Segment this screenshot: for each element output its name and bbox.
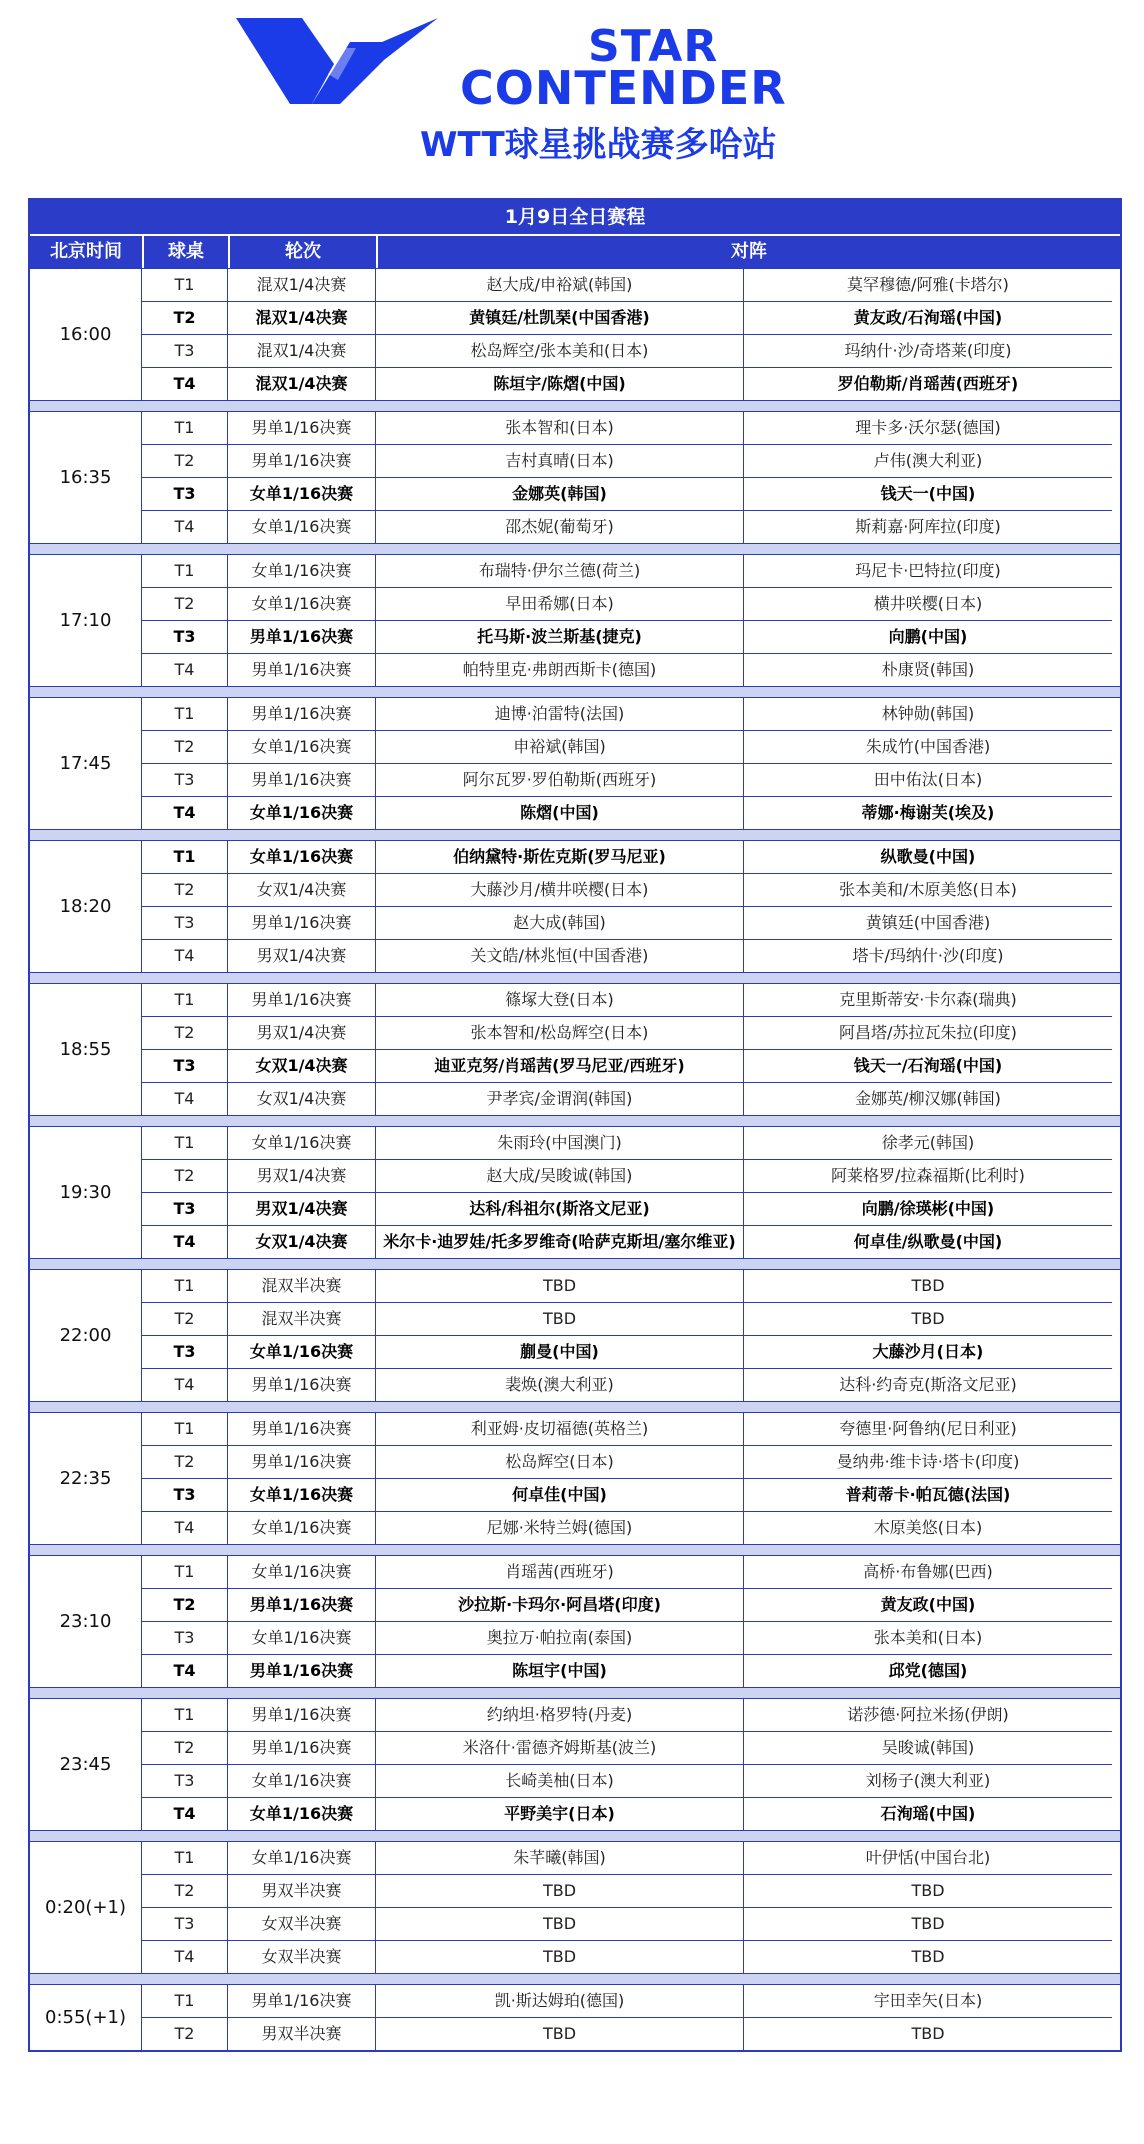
- player-a-cell: 吉村真晴(日本): [376, 445, 744, 478]
- player-a-cell: 赵大成(韩国): [376, 907, 744, 940]
- round-cell: 男单1/16决赛: [228, 984, 376, 1017]
- time-block: [30, 1555, 1120, 1687]
- round-cell: 男单1/16决赛: [228, 621, 376, 654]
- block-separator: [30, 1973, 1120, 1984]
- table-cell: T2: [142, 2018, 228, 2050]
- block-separator: [30, 1401, 1120, 1412]
- player-b-cell: 田中佑汰(日本): [744, 764, 1112, 797]
- player-b-cell: 木原美悠(日本): [873, 1518, 983, 1537]
- player-b-cell: TBD: [744, 1303, 1112, 1336]
- round-cell: 男单1/16决赛: [228, 654, 376, 686]
- round-cell: 男双1/4决赛: [228, 1017, 376, 1050]
- table-cell: T1: [142, 1413, 228, 1446]
- table-cell: T2: [142, 1875, 228, 1908]
- player-a-cell: TBD: [376, 1941, 744, 1973]
- round-cell: 混双1/4决赛: [228, 335, 376, 368]
- player-b-cell: 吴晙诚(韩国): [744, 1732, 1112, 1765]
- player-a-cell: 尹孝宾/金谓润(韩国): [376, 1083, 744, 1115]
- table-cell: T1: [142, 1699, 228, 1732]
- player-a-cell: 何卓佳(中国): [376, 1479, 744, 1512]
- player-b-cell: 高桥·布鲁娜(巴西): [744, 1556, 1112, 1589]
- round-cell: 男单1/16决赛: [228, 1699, 376, 1732]
- player-b-cell: 斯莉嘉·阿库拉(印度): [855, 517, 1001, 536]
- brand-title-line1: STAR: [588, 21, 719, 72]
- player-a-cell: 金娜英(韩国): [376, 478, 744, 511]
- player-b-cell: TBD: [744, 1908, 1112, 1941]
- player-a-cell: 早田希娜(日本): [376, 588, 744, 621]
- round-cell: 混双1/4决赛: [228, 302, 376, 335]
- round-cell: 女单1/16决赛: [228, 841, 376, 874]
- time-cell: 18:20: [30, 841, 142, 972]
- player-a-cell: 迪亚克努/肖瑶茜(罗马尼亚/西班牙): [376, 1050, 744, 1083]
- round-cell: 男单1/16决赛: [228, 445, 376, 478]
- player-b-cell: 横井咲樱(日本): [744, 588, 1112, 621]
- player-b-cell: 林钟勋(韩国): [744, 698, 1112, 731]
- round-cell: 女单1/16决赛: [228, 1336, 376, 1369]
- time-block: [30, 697, 1120, 829]
- player-b-cell: 何卓佳/纵歌曼(中国): [853, 1232, 1003, 1251]
- schedule-body: [30, 268, 1120, 2050]
- player-b-cell: 曼纳弗·维卡诗·塔卡(印度): [744, 1446, 1112, 1479]
- player-b-cell: 钱天一/石洵瑶(中国): [744, 1050, 1112, 1083]
- table-cell: T4: [142, 368, 228, 400]
- player-b-cell: 金娜英/柳汉娜(韩国): [855, 1089, 1001, 1108]
- time-cell: 0:55(+1): [30, 1985, 142, 2050]
- table-cell: T3: [142, 621, 228, 654]
- player-a-cell: 赵大成/吴晙诚(韩国): [376, 1160, 744, 1193]
- day-title: 1月9日全日赛程: [30, 200, 1120, 234]
- col-header-time: 北京时间: [50, 241, 122, 262]
- table-cell: T4: [142, 654, 228, 686]
- table-cell: T4: [142, 797, 228, 829]
- table-cell: T2: [142, 731, 228, 764]
- block-separator: [30, 543, 1120, 554]
- player-b-cell: 卢伟(澳大利亚): [744, 445, 1112, 478]
- table-cell: T4: [142, 1083, 228, 1115]
- round-cell: 男双1/4决赛: [228, 1160, 376, 1193]
- table-cell: T2: [142, 1160, 228, 1193]
- player-a-cell: TBD: [376, 1270, 744, 1303]
- round-cell: 女单1/16决赛: [228, 588, 376, 621]
- col-header-table: 球桌: [142, 236, 228, 268]
- round-cell: 混双半决赛: [228, 1270, 376, 1303]
- round-cell: 男单1/16决赛: [228, 1446, 376, 1479]
- player-a-cell: 关文皓/林兆恒(中国香港): [376, 940, 744, 972]
- time-block: [30, 554, 1120, 686]
- block-separator: [30, 1830, 1120, 1841]
- round-cell: 混双半决赛: [228, 1303, 376, 1336]
- brand-title-line2: CONTENDER: [460, 61, 787, 115]
- block-separator: [30, 1258, 1120, 1269]
- player-a-cell: 张本智和/松岛辉空(日本): [376, 1017, 744, 1050]
- round-cell: 女单1/16决赛: [228, 797, 376, 829]
- player-b-cell: 莫罕穆德/阿雅(卡塔尔): [744, 269, 1112, 302]
- time-block: [30, 840, 1120, 972]
- table-cell: T2: [142, 874, 228, 907]
- player-a-cell: 邵杰妮(葡萄牙): [376, 511, 744, 543]
- player-a-cell: 尼娜·米特兰姆(德国): [376, 1512, 744, 1544]
- table-cell: T3: [142, 1622, 228, 1655]
- player-a-cell: 肖瑶茜(西班牙): [376, 1556, 744, 1589]
- table-cell: T1: [142, 1556, 228, 1589]
- player-b-cell: 向鹏/徐瑛彬(中国): [744, 1193, 1112, 1226]
- player-b-cell: 夸德里·阿鲁纳(尼日利亚): [744, 1413, 1112, 1446]
- round-cell: 女单1/16决赛: [228, 1765, 376, 1798]
- player-a-cell: 利亚姆·皮切福德(英格兰): [376, 1413, 744, 1446]
- table-cell: T3: [142, 335, 228, 368]
- round-cell: 男单1/16决赛: [228, 764, 376, 797]
- player-a-cell: TBD: [376, 1875, 744, 1908]
- player-a-cell: 达科/科祖尔(斯洛文尼亚): [376, 1193, 744, 1226]
- player-b-cell: TBD: [744, 1875, 1112, 1908]
- table-cell: T3: [142, 764, 228, 797]
- player-b-cell: 塔卡/玛纳什·沙(印度): [852, 946, 1004, 965]
- block-separator: [30, 1687, 1120, 1698]
- player-b-cell: 普莉蒂卡·帕瓦德(法国): [744, 1479, 1112, 1512]
- player-a-cell: 朱芊曦(韩国): [376, 1842, 744, 1875]
- player-a-cell: 蒯曼(中国): [376, 1336, 744, 1369]
- round-cell: 男单1/16决赛: [228, 1589, 376, 1622]
- table-cell: T3: [142, 1479, 228, 1512]
- player-b-cell: 张本美和(日本): [744, 1622, 1112, 1655]
- time-cell: 22:35: [30, 1413, 142, 1544]
- player-b-cell: 向鹏(中国): [744, 621, 1112, 654]
- player-b-cell: 朴康贤(韩国): [881, 660, 975, 679]
- time-cell: 16:35: [30, 412, 142, 543]
- player-b-cell: TBD: [744, 1270, 1112, 1303]
- player-b-cell: 宇田幸矢(日本): [744, 1985, 1112, 2018]
- round-cell: 女双半决赛: [228, 1941, 376, 1973]
- time-cell: 17:10: [30, 555, 142, 686]
- player-a-cell: 托马斯·波兰斯基(捷克): [376, 621, 744, 654]
- table-cell: T1: [142, 984, 228, 1017]
- round-cell: 女双1/4决赛: [228, 1083, 376, 1115]
- table-cell: T4: [142, 1941, 228, 1973]
- round-cell: 男单1/16决赛: [228, 1985, 376, 2018]
- wtt-logo-icon: [232, 12, 442, 112]
- round-cell: 男单1/16决赛: [228, 698, 376, 731]
- time-cell: 17:45: [30, 698, 142, 829]
- player-b-cell: 阿莱格罗/拉森福斯(比利时): [744, 1160, 1112, 1193]
- player-a-cell: 篠塚大登(日本): [376, 984, 744, 1017]
- player-a-cell: 陈垣宇(中国): [376, 1655, 744, 1687]
- table-cell: T3: [142, 1050, 228, 1083]
- player-a-cell: 伯纳黛特·斯佐克斯(罗马尼亚): [376, 841, 744, 874]
- player-b-cell: TBD: [911, 1947, 945, 1966]
- table-cell: T1: [142, 412, 228, 445]
- round-cell: 男单1/16决赛: [228, 907, 376, 940]
- block-separator: [30, 972, 1120, 983]
- player-b-cell: 黄镇廷(中国香港): [744, 907, 1112, 940]
- round-cell: 女单1/16决赛: [228, 1127, 376, 1160]
- player-a-cell: 陈垣宇/陈熠(中国): [376, 368, 744, 400]
- round-cell: 女单1/16决赛: [228, 1512, 376, 1544]
- player-b-cell: 叶伊恬(中国台北): [744, 1842, 1112, 1875]
- round-cell: 女单1/16决赛: [228, 1842, 376, 1875]
- player-a-cell: 松岛辉空(日本): [376, 1446, 744, 1479]
- event-subtitle: WTT球星挑战赛多哈站: [420, 125, 777, 165]
- player-b-cell: 阿昌塔/苏拉瓦朱拉(印度): [744, 1017, 1112, 1050]
- table-cell: T2: [142, 588, 228, 621]
- round-cell: 男单1/16决赛: [228, 1369, 376, 1401]
- table-cell: T4: [142, 1226, 228, 1258]
- player-b-cell: TBD: [911, 2024, 945, 2043]
- time-block: [30, 1126, 1120, 1258]
- table-cell: T1: [142, 269, 228, 302]
- table-cell: T4: [142, 1655, 228, 1687]
- player-b-cell: 诺莎德·阿拉米扬(伊朗): [744, 1699, 1112, 1732]
- player-a-cell: 申裕斌(韩国): [376, 731, 744, 764]
- schedule-table: [28, 198, 1122, 2052]
- player-b-cell: 达科·约奇克(斯洛文尼亚): [839, 1375, 1017, 1394]
- table-cell: T3: [142, 1908, 228, 1941]
- round-cell: 女单1/16决赛: [228, 731, 376, 764]
- time-cell: 19:30: [30, 1127, 142, 1258]
- block-separator: [30, 686, 1120, 697]
- player-a-cell: 米洛什·雷德齐姆斯基(波兰): [376, 1732, 744, 1765]
- round-cell: 混双1/4决赛: [228, 269, 376, 302]
- player-b-cell: 朱成竹(中国香港): [744, 731, 1112, 764]
- table-cell: T2: [142, 302, 228, 335]
- time-block: [30, 983, 1120, 1115]
- round-cell: 女单1/16决赛: [228, 1622, 376, 1655]
- col-header-matchup: 对阵: [376, 236, 1120, 268]
- round-cell: 男单1/16决赛: [228, 1732, 376, 1765]
- table-cell: T4: [142, 940, 228, 972]
- player-a-cell: 黄镇廷/杜凯琹(中国香港): [376, 302, 744, 335]
- player-a-cell: 陈熠(中国): [376, 797, 744, 829]
- table-cell: T3: [142, 1765, 228, 1798]
- player-a-cell: 沙拉斯·卡玛尔·阿昌塔(印度): [376, 1589, 744, 1622]
- player-b-cell: 黄友政/石洵瑶(中国): [744, 302, 1112, 335]
- player-b-cell: 黄友政(中国): [744, 1589, 1112, 1622]
- table-cell: T3: [142, 1193, 228, 1226]
- table-cell: T4: [142, 1798, 228, 1830]
- time-block: [30, 1698, 1120, 1830]
- table-cell: T1: [142, 698, 228, 731]
- round-cell: 男单1/16决赛: [228, 1413, 376, 1446]
- player-b-cell: 罗伯勒斯/肖瑶茜(西班牙): [837, 374, 1019, 393]
- player-b-cell: 克里斯蒂安·卡尔森(瑞典): [744, 984, 1112, 1017]
- player-a-cell: TBD: [376, 1303, 744, 1336]
- round-cell: 女单1/16决赛: [228, 1556, 376, 1589]
- player-a-cell: 凯·斯达姆珀(德国): [376, 1985, 744, 2018]
- time-cell: 23:45: [30, 1699, 142, 1830]
- round-cell: 男双半决赛: [228, 1875, 376, 1908]
- table-cell: T1: [142, 1985, 228, 2018]
- round-cell: 女单1/16决赛: [228, 1798, 376, 1830]
- table-cell: T3: [142, 1336, 228, 1369]
- time-block: [30, 411, 1120, 543]
- block-separator: [30, 1115, 1120, 1126]
- player-b-cell: 钱天一(中国): [744, 478, 1112, 511]
- round-cell: 男双半决赛: [228, 2018, 376, 2050]
- player-a-cell: 约纳坦·格罗特(丹麦): [376, 1699, 744, 1732]
- round-cell: 男双1/4决赛: [228, 940, 376, 972]
- player-b-cell: 大藤沙月(日本): [744, 1336, 1112, 1369]
- round-cell: 女双1/4决赛: [228, 1050, 376, 1083]
- player-a-cell: 平野美宇(日本): [376, 1798, 744, 1830]
- table-cell: T3: [142, 907, 228, 940]
- player-a-cell: 赵大成/申裕斌(韩国): [376, 269, 744, 302]
- table-cell: T1: [142, 1842, 228, 1875]
- round-cell: 男单1/16决赛: [228, 1655, 376, 1687]
- player-a-cell: 奥拉万·帕拉南(泰国): [376, 1622, 744, 1655]
- round-cell: 女单1/16决赛: [228, 478, 376, 511]
- time-cell: 22:00: [30, 1270, 142, 1401]
- col-header-round: 轮次: [228, 236, 376, 268]
- player-a-cell: TBD: [376, 2018, 744, 2050]
- player-b-cell: 徐孝元(韩国): [744, 1127, 1112, 1160]
- player-a-cell: 布瑞特·伊尔兰德(荷兰): [376, 555, 744, 588]
- table-cell: T2: [142, 1446, 228, 1479]
- player-a-cell: 米尔卡·迪罗娃/托多罗维奇(哈萨克斯坦/塞尔维亚): [376, 1226, 744, 1258]
- header: [0, 0, 1144, 196]
- player-b-cell: 理卡多·沃尔瑟(德国): [744, 412, 1112, 445]
- time-block: [30, 1269, 1120, 1401]
- table-cell: T1: [142, 1270, 228, 1303]
- table-cell: T1: [142, 841, 228, 874]
- round-cell: 女双1/4决赛: [228, 874, 376, 907]
- player-b-cell: 玛纳什·沙/奇塔莱(印度): [744, 335, 1112, 368]
- table-cell: T3: [142, 478, 228, 511]
- table-cell: T4: [142, 1512, 228, 1544]
- time-block: [30, 1984, 1120, 2050]
- table-cell: T2: [142, 1732, 228, 1765]
- time-cell: 18:55: [30, 984, 142, 1115]
- round-cell: 混双1/4决赛: [228, 368, 376, 400]
- round-cell: 男单1/16决赛: [228, 412, 376, 445]
- time-block: [30, 1841, 1120, 1973]
- player-a-cell: TBD: [376, 1908, 744, 1941]
- player-a-cell: 朱雨玲(中国澳门): [376, 1127, 744, 1160]
- round-cell: 女单1/16决赛: [228, 555, 376, 588]
- header-row: [30, 234, 1120, 268]
- player-a-cell: 裴焕(澳大利亚): [376, 1369, 744, 1401]
- player-b-cell: 玛尼卡·巴特拉(印度): [744, 555, 1112, 588]
- table-cell: T2: [142, 1017, 228, 1050]
- player-a-cell: 大藤沙月/横井咲樱(日本): [376, 874, 744, 907]
- round-cell: 女单1/16决赛: [228, 511, 376, 543]
- table-cell: T2: [142, 1303, 228, 1336]
- block-separator: [30, 829, 1120, 840]
- table-cell: T4: [142, 1369, 228, 1401]
- player-b-cell: 刘杨子(澳大利亚): [744, 1765, 1112, 1798]
- time-cell: 23:10: [30, 1556, 142, 1687]
- table-cell: T2: [142, 1589, 228, 1622]
- player-b-cell: 纵歌曼(中国): [744, 841, 1112, 874]
- table-cell: T1: [142, 1127, 228, 1160]
- table-cell: T2: [142, 445, 228, 478]
- round-cell: 女双半决赛: [228, 1908, 376, 1941]
- player-b-cell: 石洵瑶(中国): [880, 1804, 976, 1823]
- player-b-cell: 邱党(德国): [888, 1661, 968, 1680]
- player-b-cell: 蒂娜·梅谢芙(埃及): [861, 803, 995, 822]
- player-a-cell: 张本智和(日本): [376, 412, 744, 445]
- time-block: [30, 268, 1120, 400]
- player-a-cell: 长崎美柚(日本): [376, 1765, 744, 1798]
- table-cell: T4: [142, 511, 228, 543]
- player-a-cell: 帕特里克·弗朗西斯卡(德国): [376, 654, 744, 686]
- round-cell: 男双1/4决赛: [228, 1193, 376, 1226]
- table-cell: T1: [142, 555, 228, 588]
- player-a-cell: 松岛辉空/张本美和(日本): [376, 335, 744, 368]
- block-separator: [30, 400, 1120, 411]
- block-separator: [30, 1544, 1120, 1555]
- player-a-cell: 迪博·泊雷特(法国): [376, 698, 744, 731]
- round-cell: 女单1/16决赛: [228, 1479, 376, 1512]
- round-cell: 女双1/4决赛: [228, 1226, 376, 1258]
- time-cell: 16:00: [30, 269, 142, 400]
- player-a-cell: 阿尔瓦罗·罗伯勒斯(西班牙): [376, 764, 744, 797]
- time-block: [30, 1412, 1120, 1544]
- time-cell: 0:20(+1): [30, 1842, 142, 1973]
- player-b-cell: 张本美和/木原美悠(日本): [744, 874, 1112, 907]
